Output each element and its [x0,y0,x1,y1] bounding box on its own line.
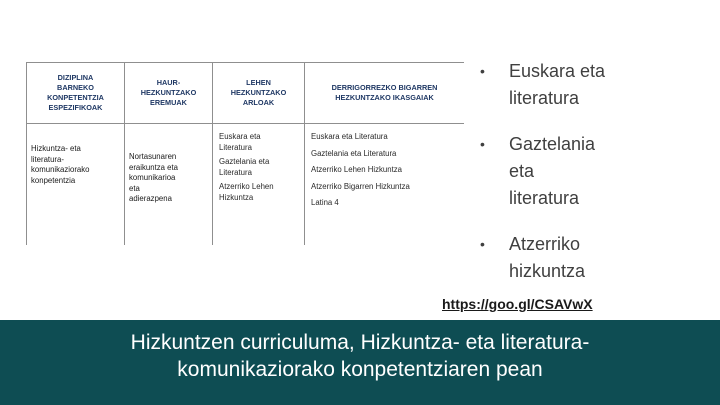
table-header-cell [27,63,125,124]
ikasgaia-item: Atzerriko Lehen Hizkuntza [311,165,403,174]
table-header-cell [213,63,305,124]
table-row [27,124,465,246]
arloa-item: Gaztelania eta Literatura [219,157,270,177]
language-bullet-list [480,58,710,304]
eremuak-label: Nortasunaren eraikuntza eta komunikarioa eta adierazpena [129,152,178,203]
header-ikasgaiak: DERRIGORREZKO BIGARREN HEZKUNTZAKO IKASGAIAK [331,83,438,102]
bullet-icon: • [480,136,485,152]
source-link[interactable]: https://goo.gl/CSAVwX [442,296,593,312]
bullet-icon: • [480,236,485,252]
header-eremuak: HAUR- HEZKUNTZAKO EREMUAK [140,78,197,107]
table-cell [305,124,465,246]
bullet-text: Gaztelania eta literatura [509,134,596,208]
table-cell [213,124,305,246]
table-header-row [27,63,465,124]
competence-label: Hizkuntza- eta literatura- komunikaziorako konpetentzia [31,144,90,185]
bullet-text: Euskara eta literatura [509,61,606,108]
list-item [480,131,710,212]
ikasgaia-item: Latina 4 [311,198,339,207]
header-competences: DIZIPLINA BARNEKO KONPETENTZIA ESPEZIFIKOAK [47,73,104,112]
curriculum-table-image [26,62,464,245]
table-header-cell [305,63,465,124]
table-cell [27,124,125,246]
slide-title: Hizkuntzen curriculuma, Hizkuntza- eta literatura- komunikaziorako konpetentziaren pean [130,331,590,381]
ikasgaia-item: Gaztelania eta Literatura [311,148,397,158]
ikasgaia-item: Atzerriko Bigarren Hizkuntza [311,181,410,191]
list-item [480,58,710,112]
header-arloak: LEHEN HEZKUNTZAKO ARLOAK [230,78,287,107]
list-item [480,231,710,285]
ikasgaia-item: Euskara eta Literatura [311,132,388,141]
table-cell [125,124,213,246]
bullet-text: Atzerriko hizkuntza [509,234,586,281]
arloa-item: Atzerriko Lehen Hizkuntza [219,182,274,202]
curriculum-table [26,62,464,245]
table-header-cell [125,63,213,124]
arloa-item: Euskara eta Literatura [219,132,261,152]
bullet-icon: • [480,63,485,79]
